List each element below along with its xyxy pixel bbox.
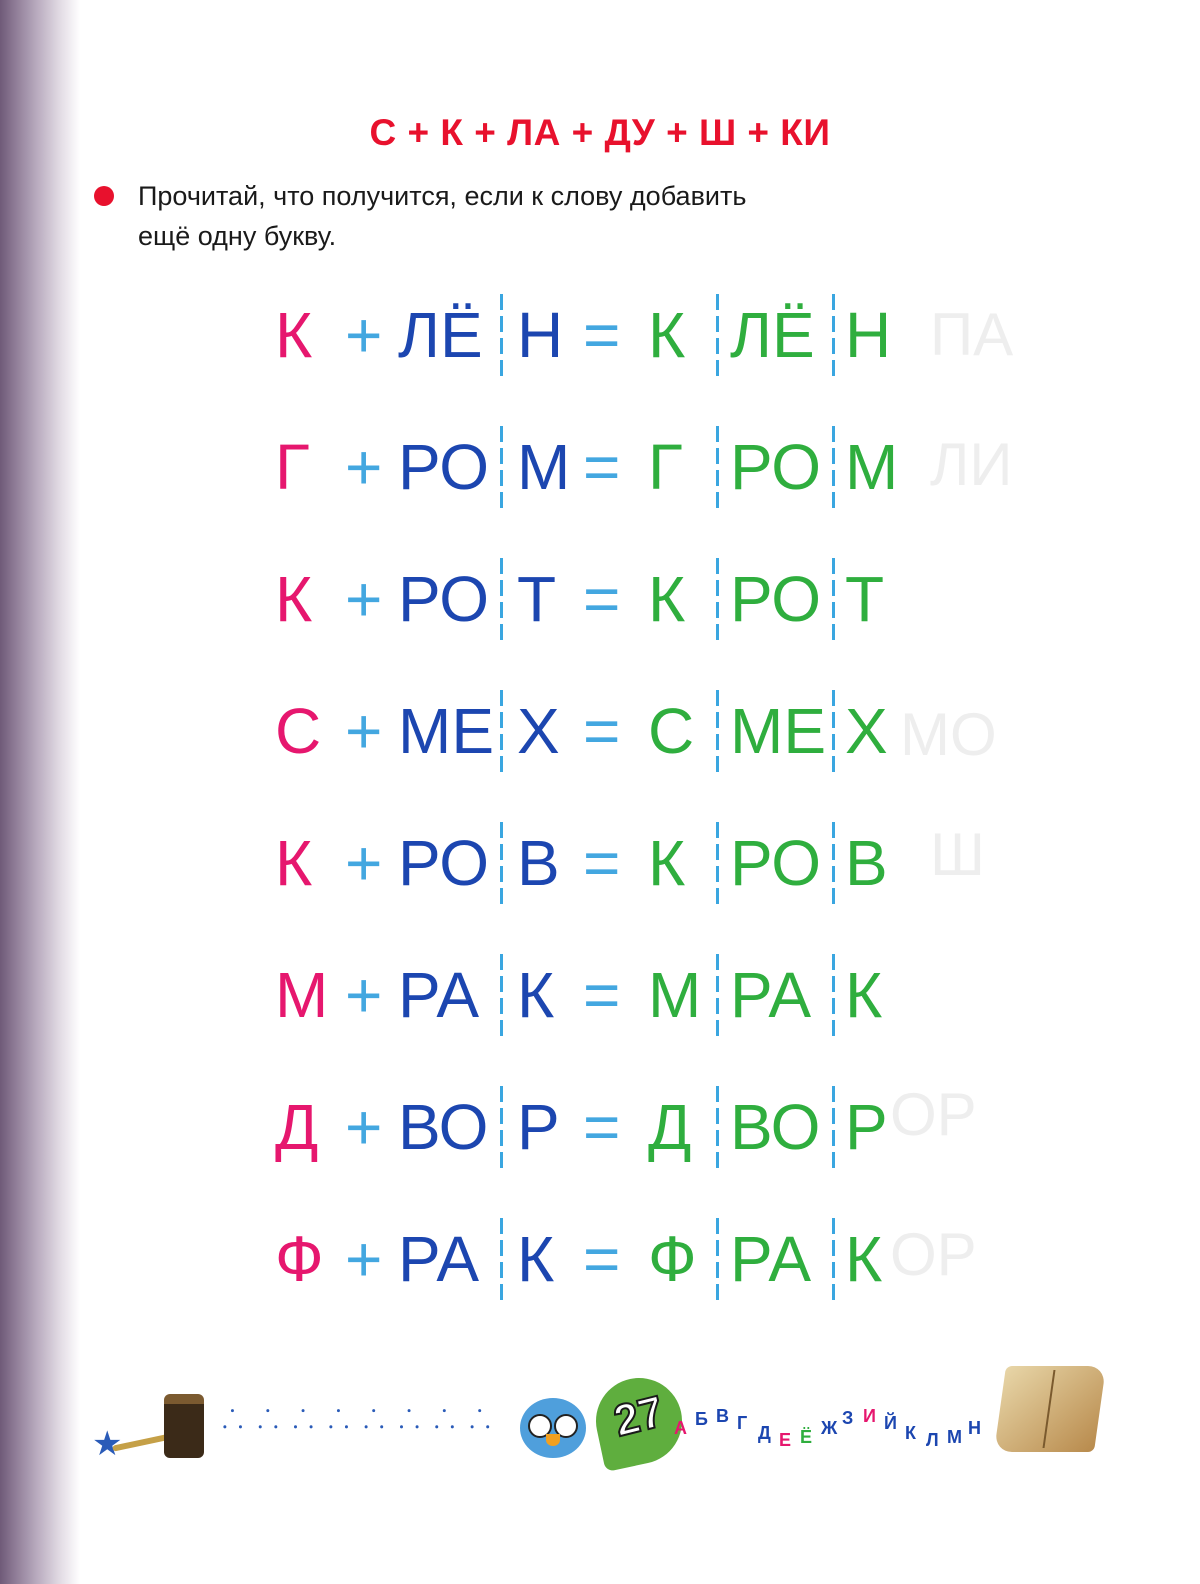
word-part-2: Х bbox=[517, 695, 560, 767]
word-part-1: ЛЁ bbox=[398, 299, 483, 371]
word-part-1: МЕ bbox=[398, 695, 494, 767]
result-part-2: РО bbox=[730, 431, 822, 503]
plus-sign: + bbox=[345, 827, 383, 899]
equals-sign: = bbox=[583, 431, 621, 503]
syllable-separator bbox=[832, 294, 835, 376]
equation-row bbox=[0, 290, 1200, 380]
word-part-1: РО bbox=[398, 431, 490, 503]
syllable-separator bbox=[500, 1086, 503, 1168]
page-footer bbox=[0, 1360, 1200, 1480]
alphabet-letter: Ж bbox=[821, 1418, 838, 1438]
result-part-1: Г bbox=[648, 431, 683, 503]
alphabet-letter: Е bbox=[779, 1430, 792, 1450]
alphabet-letter: З bbox=[842, 1408, 854, 1428]
result-part-3: Н bbox=[845, 299, 892, 371]
equation-row bbox=[0, 950, 1200, 1040]
equals-sign: = bbox=[583, 1091, 621, 1163]
equals-sign: = bbox=[583, 563, 621, 635]
equation-row bbox=[0, 554, 1200, 644]
syllable-separator bbox=[500, 822, 503, 904]
result-part-3: Р bbox=[845, 1091, 888, 1163]
plus-sign: + bbox=[345, 431, 383, 503]
word-part-1: РА bbox=[398, 959, 480, 1031]
equation-row bbox=[0, 1082, 1200, 1172]
alphabet-letter: И bbox=[863, 1406, 876, 1426]
word-part-2: М bbox=[517, 431, 571, 503]
word-part-2: В bbox=[517, 827, 560, 899]
equals-sign: = bbox=[583, 695, 621, 767]
equation-row bbox=[0, 818, 1200, 908]
equals-sign: = bbox=[583, 1223, 621, 1295]
word-part-1: ВО bbox=[398, 1091, 489, 1163]
equation-row bbox=[0, 686, 1200, 776]
equals-sign: = bbox=[583, 299, 621, 371]
word-part-2: Н bbox=[517, 299, 564, 371]
instruction-line-1: Прочитай, что получится, если к слову добавить bbox=[138, 181, 747, 211]
syllable-separator bbox=[716, 426, 719, 508]
alphabet-letter: Л bbox=[926, 1430, 939, 1450]
word-part-1: РО bbox=[398, 827, 490, 899]
word-part-2: Т bbox=[517, 563, 557, 635]
star-icon: ★ bbox=[92, 1425, 123, 1463]
result-part-2: РА bbox=[730, 959, 812, 1031]
syllable-separator bbox=[832, 426, 835, 508]
result-part-2: ВО bbox=[730, 1091, 821, 1163]
equals-sign: = bbox=[583, 827, 621, 899]
instruction-text bbox=[138, 176, 998, 256]
syllable-separator bbox=[500, 954, 503, 1036]
alphabet-letter: Ё bbox=[800, 1427, 813, 1447]
result-part-1: Ф bbox=[648, 1223, 697, 1295]
result-part-3: Х bbox=[845, 695, 888, 767]
equation-row bbox=[0, 422, 1200, 512]
alphabet-letter: К bbox=[905, 1423, 916, 1443]
result-part-2: ЛЁ bbox=[730, 299, 815, 371]
alphabet-letter: М bbox=[947, 1427, 962, 1447]
plus-sign: + bbox=[345, 299, 383, 371]
plus-sign: + bbox=[345, 1223, 383, 1295]
result-part-2: РО bbox=[730, 827, 822, 899]
syllable-separator bbox=[500, 690, 503, 772]
syllable-separator bbox=[716, 1218, 719, 1300]
lead-letter: Д bbox=[275, 1091, 319, 1163]
result-part-3: Т bbox=[845, 563, 885, 635]
bleed-through-text: ОР bbox=[890, 1081, 977, 1148]
result-part-1: М bbox=[648, 959, 702, 1031]
alphabet-letter: В bbox=[716, 1406, 729, 1426]
result-part-1: С bbox=[648, 695, 695, 767]
bleed-through-text: ОР bbox=[890, 1221, 977, 1288]
lead-letter: К bbox=[275, 299, 313, 371]
instruction-line-2: ещё одну букву. bbox=[138, 221, 337, 251]
book-icon bbox=[994, 1366, 1106, 1452]
result-part-1: К bbox=[648, 563, 686, 635]
result-part-2: РА bbox=[730, 1223, 812, 1295]
result-part-1: К bbox=[648, 827, 686, 899]
alphabet-letter: А bbox=[674, 1418, 687, 1438]
plus-sign: + bbox=[345, 959, 383, 1031]
result-part-2: МЕ bbox=[730, 695, 826, 767]
bleed-through-text: МО bbox=[900, 701, 997, 768]
alphabet-letter: Б bbox=[695, 1409, 708, 1429]
lead-letter: Г bbox=[275, 431, 310, 503]
plus-sign: + bbox=[345, 563, 383, 635]
result-part-3: В bbox=[845, 827, 888, 899]
bird-icon bbox=[520, 1398, 586, 1458]
bullet-icon bbox=[94, 186, 114, 206]
result-part-3: М bbox=[845, 431, 899, 503]
syllable-separator bbox=[716, 690, 719, 772]
footprints-icon: ⸫⸫⸫⸫⸫⸫⸫⸫ bbox=[222, 1404, 505, 1434]
inkpot-icon bbox=[164, 1394, 204, 1458]
result-part-1: Д bbox=[648, 1091, 692, 1163]
lead-letter: М bbox=[275, 959, 329, 1031]
equals-sign: = bbox=[583, 959, 621, 1031]
bleed-through-text: ЛИ bbox=[930, 431, 1013, 498]
page-title: С + К + ЛА + ДУ + Ш + КИ bbox=[369, 112, 831, 153]
syllable-separator bbox=[716, 558, 719, 640]
word-part-2: К bbox=[517, 959, 555, 1031]
word-part-2: Р bbox=[517, 1091, 560, 1163]
plus-sign: + bbox=[345, 1091, 383, 1163]
result-part-3: К bbox=[845, 959, 883, 1031]
alphabet-letter: Й bbox=[884, 1413, 897, 1433]
plus-sign: + bbox=[345, 695, 383, 767]
alphabet-letter: Н bbox=[968, 1418, 981, 1438]
word-part-1: РА bbox=[398, 1223, 480, 1295]
syllable-separator bbox=[500, 1218, 503, 1300]
syllable-separator bbox=[500, 426, 503, 508]
syllable-separator bbox=[716, 294, 719, 376]
syllable-separator bbox=[716, 1086, 719, 1168]
result-part-2: РО bbox=[730, 563, 822, 635]
alphabet-strip bbox=[674, 1380, 1004, 1450]
bleed-through-text: ПА bbox=[930, 301, 1014, 368]
alphabet-letter: Д bbox=[758, 1423, 771, 1443]
syllable-separator bbox=[832, 822, 835, 904]
syllable-separator bbox=[716, 954, 719, 1036]
equation-row bbox=[0, 1214, 1200, 1304]
syllable-separator bbox=[832, 690, 835, 772]
syllable-separator bbox=[832, 1086, 835, 1168]
bleed-through-text: Ш bbox=[930, 821, 985, 888]
result-part-3: К bbox=[845, 1223, 883, 1295]
syllable-separator bbox=[832, 954, 835, 1036]
result-part-1: К bbox=[648, 299, 686, 371]
page-number: 27 bbox=[609, 1386, 669, 1447]
syllable-separator bbox=[500, 558, 503, 640]
syllable-separator bbox=[500, 294, 503, 376]
lead-letter: Ф bbox=[275, 1223, 324, 1295]
syllable-separator bbox=[832, 1218, 835, 1300]
lead-letter: К bbox=[275, 563, 313, 635]
word-part-2: К bbox=[517, 1223, 555, 1295]
syllable-separator bbox=[832, 558, 835, 640]
syllable-separator bbox=[716, 822, 719, 904]
alphabet-letter: Г bbox=[737, 1413, 748, 1433]
word-part-1: РО bbox=[398, 563, 490, 635]
lead-letter: К bbox=[275, 827, 313, 899]
book-spine-shadow bbox=[0, 0, 80, 1584]
lead-letter: С bbox=[275, 695, 322, 767]
